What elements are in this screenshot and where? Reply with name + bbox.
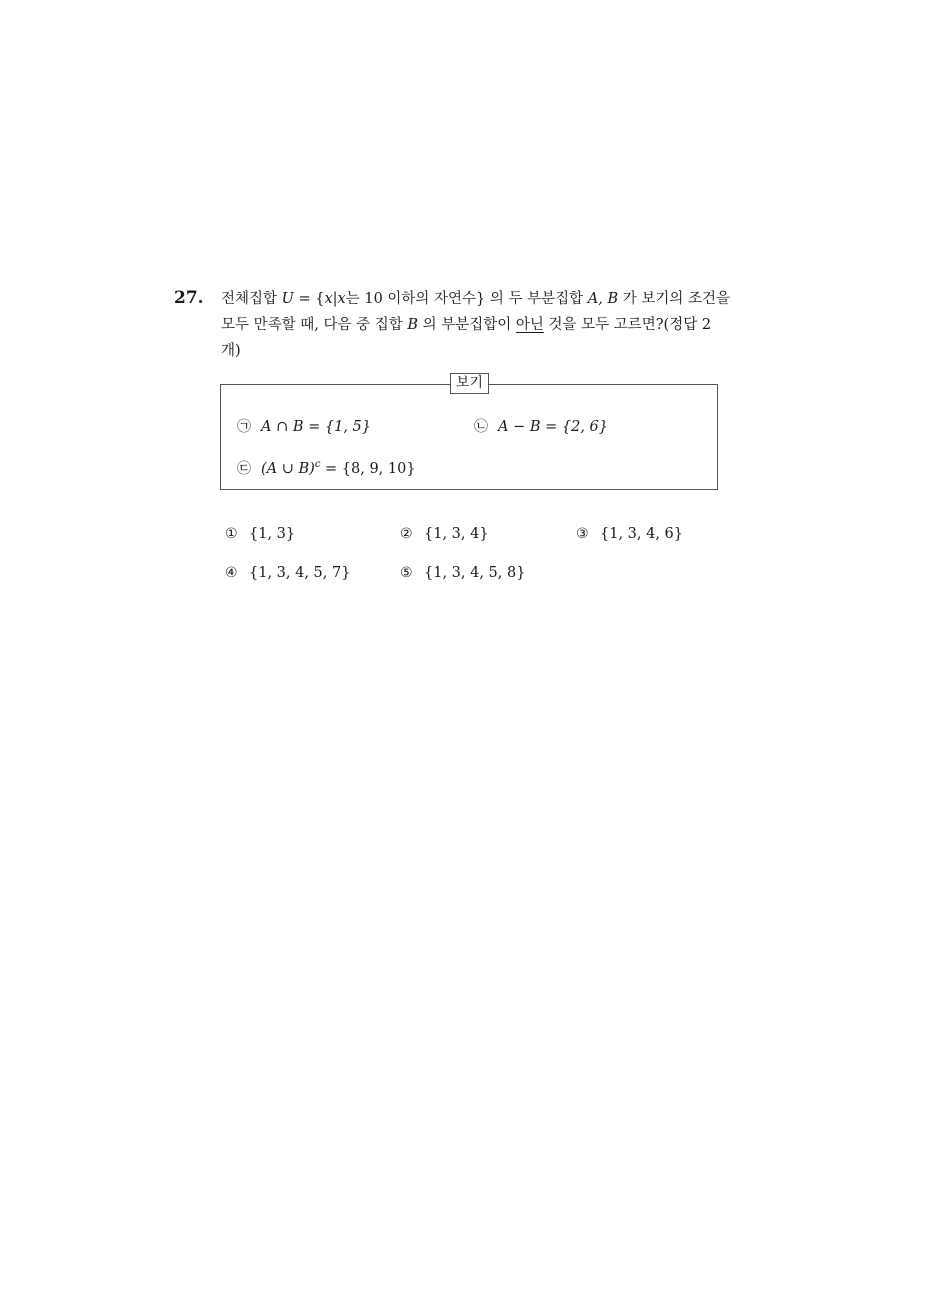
text-segment: 의 부분집합이 bbox=[418, 317, 516, 333]
choice-text: {1, 3, 4, 5, 8} bbox=[424, 565, 526, 581]
question-text-line-1 bbox=[221, 289, 730, 309]
question-text-line-3: 개) bbox=[221, 343, 241, 359]
choice-2[interactable] bbox=[400, 524, 489, 544]
choice-text: {1, 3} bbox=[249, 526, 296, 542]
choice-3[interactable] bbox=[576, 524, 683, 544]
bogi-expression-superscript: c bbox=[314, 459, 321, 470]
bogi-marker: ㉢ bbox=[237, 460, 251, 477]
bogi-condition-1 bbox=[237, 417, 371, 437]
math-variable-U: U bbox=[281, 291, 294, 307]
underlined-emphasis: 아닌 bbox=[515, 317, 544, 333]
text-segment: 는 10 이하의 자연수} 의 두 부분집합 bbox=[345, 291, 588, 307]
choice-5[interactable] bbox=[400, 563, 525, 583]
choice-4[interactable] bbox=[225, 563, 350, 583]
choice-marker: ④ bbox=[225, 565, 238, 581]
bogi-expression: A − B = {2, 6} bbox=[498, 419, 608, 435]
bogi-expression: A ∩ B = {1, 5} bbox=[261, 419, 371, 435]
math-variable-x: x bbox=[337, 291, 346, 307]
bogi-marker: ㉠ bbox=[237, 419, 251, 435]
text-segment: 것을 모두 고르면?(정답 2 bbox=[543, 317, 712, 333]
bogi-condition-3 bbox=[237, 455, 416, 479]
bogi-title: 보기 bbox=[450, 373, 489, 394]
question-number: 27. bbox=[174, 288, 204, 308]
choice-marker: ③ bbox=[576, 526, 589, 542]
text-segment: 전체집합 bbox=[221, 291, 282, 307]
math-variables-A-B: A, B bbox=[587, 291, 619, 307]
bogi-expression-rest: = {8, 9, 10} bbox=[320, 460, 416, 477]
text-segment: 가 보기의 조건을 bbox=[618, 291, 731, 307]
text-segment: 모두 만족할 때, 다음 중 집합 bbox=[221, 317, 408, 333]
bogi-expression-base: (A ∪ B) bbox=[261, 460, 315, 477]
choice-marker: ② bbox=[400, 526, 413, 542]
choice-text: {1, 3, 4, 5, 7} bbox=[249, 565, 351, 581]
text-segment: | bbox=[332, 291, 338, 307]
bogi-marker: ㉡ bbox=[474, 419, 488, 435]
math-variable-x: x bbox=[324, 291, 333, 307]
question-text-line-2 bbox=[221, 315, 711, 335]
choice-marker: ① bbox=[225, 526, 238, 542]
math-variable-B: B bbox=[407, 317, 418, 333]
choice-1[interactable] bbox=[225, 524, 295, 544]
choice-text: {1, 3, 4} bbox=[424, 526, 489, 542]
text-segment: = { bbox=[293, 291, 325, 307]
choice-text: {1, 3, 4, 6} bbox=[600, 526, 684, 542]
choice-marker: ⑤ bbox=[400, 565, 413, 581]
bogi-condition-2 bbox=[474, 417, 608, 437]
